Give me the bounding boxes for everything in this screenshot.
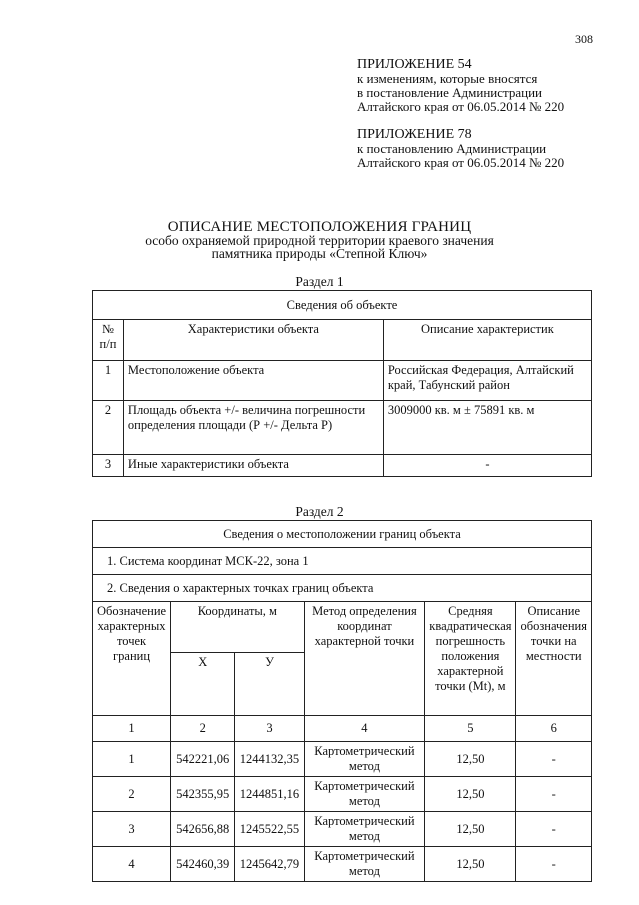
row-num: 2: [93, 401, 124, 455]
section2-caption: Сведения о местоположении границ объекта: [93, 521, 592, 548]
cell-method: Картометрический метод: [304, 742, 425, 777]
column-number-row: [93, 716, 592, 742]
cell-error: 12,50: [425, 777, 516, 812]
header-point-description: Описание обозначения точки на местности: [516, 602, 592, 716]
column-number: 3: [235, 716, 304, 742]
header-characteristics: Характеристики объекта: [123, 320, 383, 361]
cell-error: 12,50: [425, 847, 516, 882]
points-info-row: [93, 575, 592, 602]
appendix-2-line1: к постановлению Администрации: [357, 141, 547, 156]
appendix-block-2: [357, 128, 564, 170]
table-row: [93, 812, 592, 847]
appendix-2-heading: ПРИЛОЖЕНИЕ 78: [357, 127, 472, 142]
cell-x: 542221,06: [171, 742, 235, 777]
appendix-1-line2: в постановление Администрации: [357, 85, 543, 100]
points-info-text: 2. Сведения о характерных точках границ объекта: [93, 575, 592, 602]
table-header-row: [93, 602, 592, 653]
cell-description: -: [516, 742, 592, 777]
appendix-1-heading: ПРИЛОЖЕНИЕ 54: [357, 57, 472, 72]
cell-point: 4: [93, 847, 171, 882]
column-number: 1: [93, 716, 171, 742]
cell-point: 3: [93, 812, 171, 847]
boundary-points-table: [92, 520, 592, 882]
cell-description: -: [516, 812, 592, 847]
appendix-1-line3: Алтайского края от 06.05.2014 № 220: [357, 99, 565, 114]
table-header-row: [93, 320, 592, 361]
table-row: [93, 742, 592, 777]
section1-caption: Сведения об объекте: [93, 291, 592, 320]
cell-y: 1244851,16: [235, 777, 304, 812]
cell-error: 12,50: [425, 812, 516, 847]
cell-method: Картометрический метод: [304, 777, 425, 812]
cell-y: 1245642,79: [235, 847, 304, 882]
coordinate-system-row: [93, 548, 592, 575]
row-num: 1: [93, 361, 124, 401]
row-num: 3: [93, 455, 124, 477]
header-error: Средняя квадратическая погрешность положения характерной точки (Mt), м: [425, 602, 516, 716]
cell-x: 542460,39: [171, 847, 235, 882]
title-line3: памятника природы «Степной Ключ»: [211, 246, 428, 261]
row-description: 3009000 кв. м ± 75891 кв. м: [383, 401, 591, 455]
cell-point: 2: [93, 777, 171, 812]
row-description: Российская Федерация, Алтайский край, Табунский район: [383, 361, 591, 401]
row-characteristic: Площадь объекта +/- величина погрешности определения площади (Р +/- Дельта Р): [123, 401, 383, 455]
appendix-2-line2: Алтайского края от 06.05.2014 № 220: [357, 155, 565, 170]
appendix-1-line1: к изменениям, которые вносятся: [357, 71, 538, 86]
cell-x: 542656,88: [171, 812, 235, 847]
document-title: [0, 221, 639, 260]
table-caption-row: [93, 291, 592, 320]
table-row: [93, 401, 592, 455]
cell-method: Картометрический метод: [304, 812, 425, 847]
section1-label: Раздел 1: [295, 274, 344, 289]
column-number: 6: [516, 716, 592, 742]
object-info-table: [92, 290, 592, 477]
column-number: 2: [171, 716, 235, 742]
cell-description: -: [516, 777, 592, 812]
cell-method: Картометрический метод: [304, 847, 425, 882]
cell-y: 1245522,55: [235, 812, 304, 847]
cell-y: 1244132,35: [235, 742, 304, 777]
coordinate-system-text: 1. Система координат МСК-22, зона 1: [93, 548, 592, 575]
table-caption-row: [93, 521, 592, 548]
column-number: 4: [304, 716, 425, 742]
column-number: 5: [425, 716, 516, 742]
row-characteristic: Иные характеристики объекта: [123, 455, 383, 477]
table-row: [93, 455, 592, 477]
row-characteristic: Местоположение объекта: [123, 361, 383, 401]
table-row: [93, 777, 592, 812]
cell-x: 542355,95: [171, 777, 235, 812]
title-main: ОПИСАНИЕ МЕСТОПОЛОЖЕНИЯ ГРАНИЦ: [167, 219, 472, 235]
header-x: X: [171, 653, 235, 716]
page-number: 308: [575, 32, 593, 46]
header-method: Метод определения координат характерной точки: [304, 602, 425, 716]
header-point: Обозначение характерных точек границ: [93, 602, 171, 716]
table-row: [93, 361, 592, 401]
cell-point: 1: [93, 742, 171, 777]
header-coordinates: Координаты, м: [171, 602, 305, 653]
row-description: -: [383, 455, 591, 477]
header-description: Описание характеристик: [383, 320, 591, 361]
header-num: № п/п: [93, 320, 124, 361]
title-line2: особо охраняемой природной территории краевого значения: [145, 233, 494, 248]
header-y: У: [235, 653, 304, 716]
table-row: [93, 847, 592, 882]
section2-label: Раздел 2: [295, 504, 344, 519]
cell-description: -: [516, 847, 592, 882]
appendix-block-1: [357, 58, 564, 114]
cell-error: 12,50: [425, 742, 516, 777]
